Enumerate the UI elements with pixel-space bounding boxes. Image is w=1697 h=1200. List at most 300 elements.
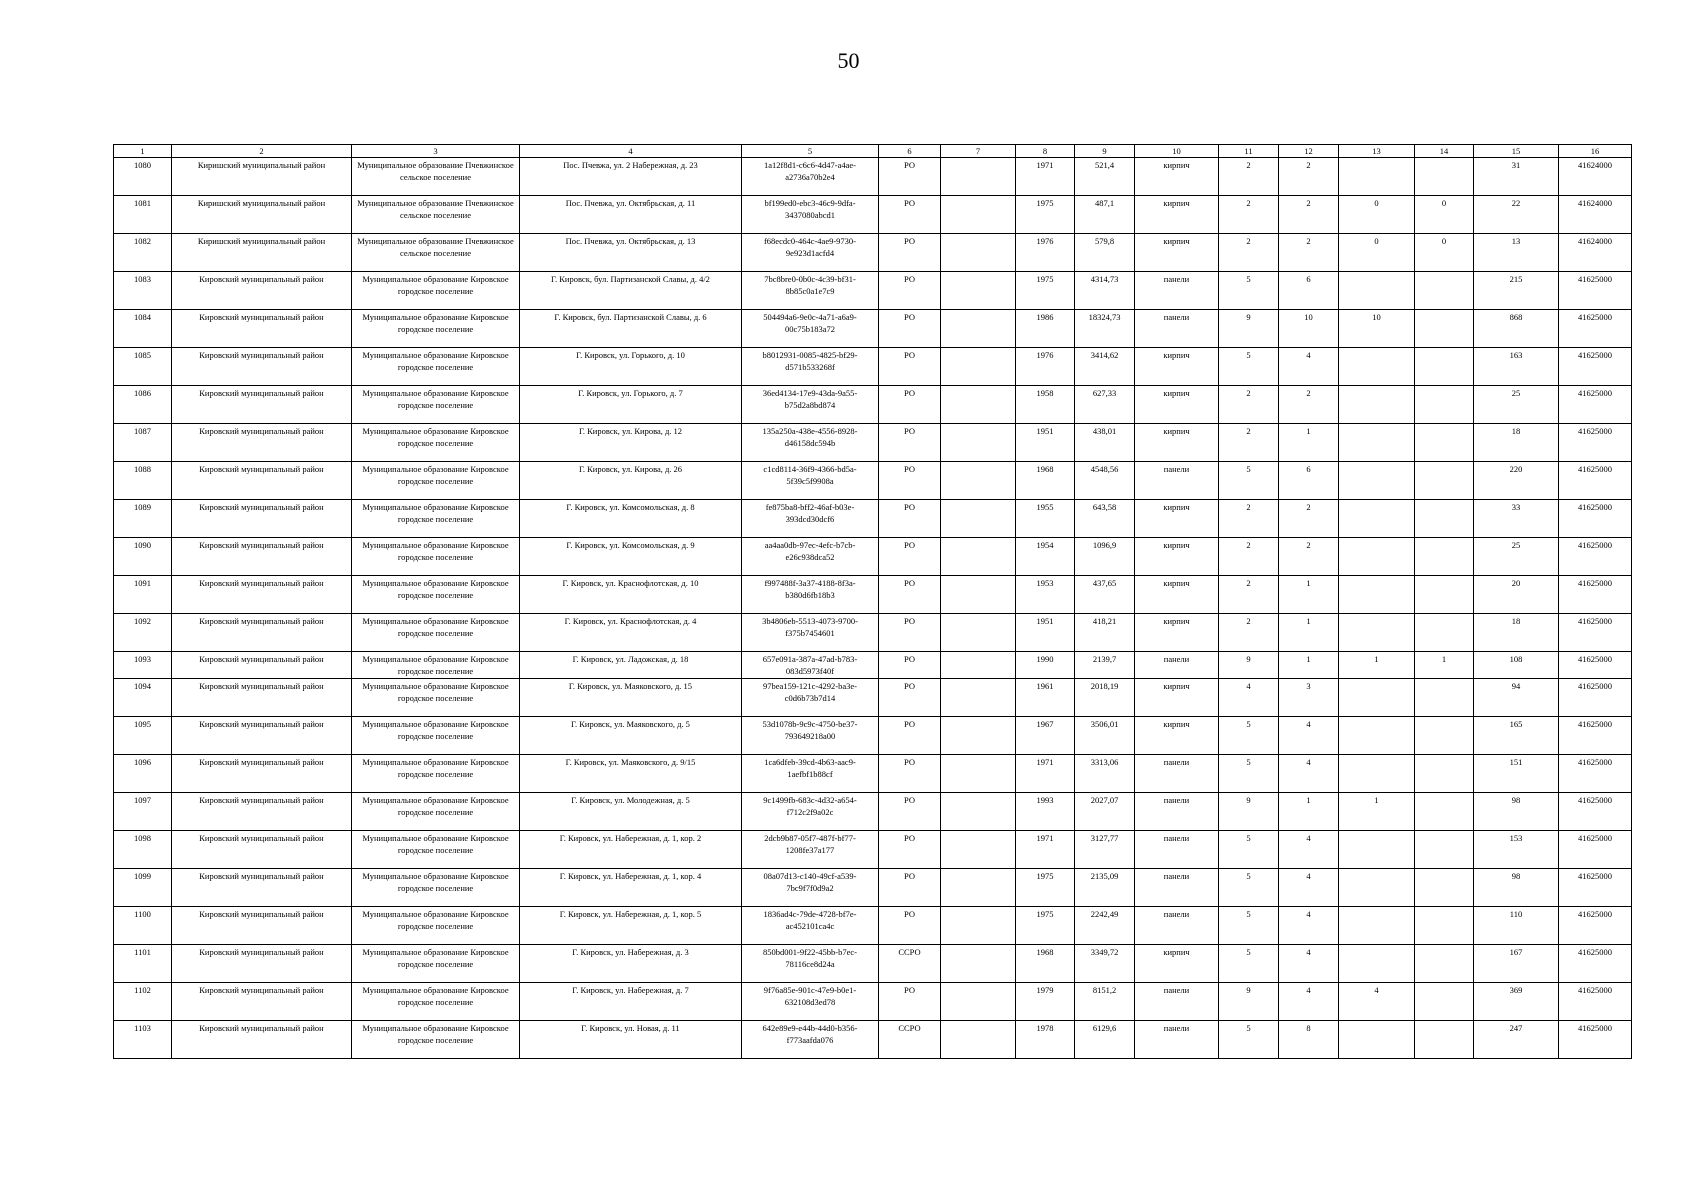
col13-cell xyxy=(1339,907,1415,945)
row-number-cell: 1086 xyxy=(114,386,172,424)
municipality-cell: Муниципальное образование Кировское городское поселение xyxy=(352,983,520,1021)
management-type-cell: РО xyxy=(879,234,941,272)
table-row xyxy=(114,234,1632,272)
row-number-cell: 1085 xyxy=(114,348,172,386)
residents-cell: 369 xyxy=(1474,983,1559,1021)
col7-cell xyxy=(941,538,1016,576)
col13-cell: 0 xyxy=(1339,234,1415,272)
col7-cell xyxy=(941,310,1016,348)
area-cell: 437,65 xyxy=(1075,576,1135,614)
municipality-cell: Муниципальное образование Кировское городское поселение xyxy=(352,831,520,869)
wall-material-cell: кирпич xyxy=(1135,614,1219,652)
floors-cell: 2 xyxy=(1219,196,1279,234)
residents-cell: 13 xyxy=(1474,234,1559,272)
area-cell: 2027,07 xyxy=(1075,793,1135,831)
address-cell: Г. Кировск, ул. Ладожская, д. 18 xyxy=(520,652,742,679)
residents-cell: 33 xyxy=(1474,500,1559,538)
district-cell: Кировский муниципальный район xyxy=(172,755,352,793)
district-cell: Кировский муниципальный район xyxy=(172,272,352,310)
row-number-cell: 1089 xyxy=(114,500,172,538)
row-number-cell: 1084 xyxy=(114,310,172,348)
floors-cell: 5 xyxy=(1219,907,1279,945)
municipality-cell: Муниципальное образование Пчевжинское сельское поселение xyxy=(352,234,520,272)
col7-cell xyxy=(941,614,1016,652)
address-cell: Г. Кировск, ул. Набережная, д. 3 xyxy=(520,945,742,983)
entrances-cell: 4 xyxy=(1279,831,1339,869)
oktmo-cell: 41625000 xyxy=(1559,538,1632,576)
address-cell: Пос. Пчевжа, ул. Октябрьская, д. 13 xyxy=(520,234,742,272)
col14-cell xyxy=(1415,310,1474,348)
col13-cell xyxy=(1339,462,1415,500)
table-row xyxy=(114,424,1632,462)
col13-cell xyxy=(1339,717,1415,755)
district-cell: Киришский муниципальный район xyxy=(172,234,352,272)
col14-cell xyxy=(1415,348,1474,386)
oktmo-cell: 41625000 xyxy=(1559,945,1632,983)
residents-cell: 18 xyxy=(1474,424,1559,462)
col7-cell xyxy=(941,831,1016,869)
housing-registry-table xyxy=(113,144,1632,1059)
guid-cell: 53d1078b-9c9c-4750-be37-793649218a00 xyxy=(742,717,879,755)
entrances-cell: 4 xyxy=(1279,755,1339,793)
residents-cell: 18 xyxy=(1474,614,1559,652)
row-number-cell: 1090 xyxy=(114,538,172,576)
row-number-cell: 1091 xyxy=(114,576,172,614)
guid-cell: 3b4806eb-5513-4073-9700-f375b7454601 xyxy=(742,614,879,652)
wall-material-cell: панели xyxy=(1135,652,1219,679)
row-number-cell: 1080 xyxy=(114,158,172,196)
management-type-cell: РО xyxy=(879,424,941,462)
district-cell: Кировский муниципальный район xyxy=(172,424,352,462)
col13-cell xyxy=(1339,348,1415,386)
oktmo-cell: 41625000 xyxy=(1559,907,1632,945)
district-cell: Кировский муниципальный район xyxy=(172,386,352,424)
build-year-cell: 1968 xyxy=(1016,945,1075,983)
table-row xyxy=(114,500,1632,538)
area-cell: 2018,19 xyxy=(1075,679,1135,717)
district-cell: Кировский муниципальный район xyxy=(172,652,352,679)
entrances-cell: 1 xyxy=(1279,614,1339,652)
district-cell: Кировский муниципальный район xyxy=(172,983,352,1021)
col7-cell xyxy=(941,500,1016,538)
table-row xyxy=(114,310,1632,348)
oktmo-cell: 41625000 xyxy=(1559,424,1632,462)
residents-cell: 98 xyxy=(1474,793,1559,831)
oktmo-cell: 41625000 xyxy=(1559,717,1632,755)
table-row xyxy=(114,831,1632,869)
management-type-cell: РО xyxy=(879,386,941,424)
col7-cell xyxy=(941,907,1016,945)
entrances-cell: 1 xyxy=(1279,576,1339,614)
area-cell: 3313,06 xyxy=(1075,755,1135,793)
oktmo-cell: 41625000 xyxy=(1559,652,1632,679)
row-number-cell: 1103 xyxy=(114,1021,172,1059)
wall-material-cell: кирпич xyxy=(1135,424,1219,462)
area-cell: 3127,77 xyxy=(1075,831,1135,869)
management-type-cell: РО xyxy=(879,576,941,614)
guid-cell: 850bd001-9f22-45bb-b7ec-78116ce8d24a xyxy=(742,945,879,983)
guid-cell: fe875ba8-bff2-46af-b03e-393dcd30dcf6 xyxy=(742,500,879,538)
residents-cell: 163 xyxy=(1474,348,1559,386)
wall-material-cell: кирпич xyxy=(1135,576,1219,614)
area-cell: 418,21 xyxy=(1075,614,1135,652)
residents-cell: 22 xyxy=(1474,196,1559,234)
table-row xyxy=(114,945,1632,983)
district-cell: Кировский муниципальный район xyxy=(172,310,352,348)
floors-cell: 5 xyxy=(1219,945,1279,983)
floors-cell: 5 xyxy=(1219,755,1279,793)
floors-cell: 2 xyxy=(1219,500,1279,538)
residents-cell: 151 xyxy=(1474,755,1559,793)
column-header: 13 xyxy=(1339,145,1415,158)
residents-cell: 868 xyxy=(1474,310,1559,348)
address-cell: Г. Кировск, ул. Краснофлотская, д. 10 xyxy=(520,576,742,614)
col7-cell xyxy=(941,945,1016,983)
entrances-cell: 2 xyxy=(1279,158,1339,196)
residents-cell: 108 xyxy=(1474,652,1559,679)
col13-cell xyxy=(1339,945,1415,983)
col7-cell xyxy=(941,983,1016,1021)
build-year-cell: 1958 xyxy=(1016,386,1075,424)
residents-cell: 153 xyxy=(1474,831,1559,869)
area-cell: 627,33 xyxy=(1075,386,1135,424)
municipality-cell: Муниципальное образование Пчевжинское сельское поселение xyxy=(352,196,520,234)
col13-cell xyxy=(1339,500,1415,538)
col14-cell xyxy=(1415,538,1474,576)
district-cell: Кировский муниципальный район xyxy=(172,679,352,717)
col7-cell xyxy=(941,717,1016,755)
col13-cell: 1 xyxy=(1339,652,1415,679)
wall-material-cell: кирпич xyxy=(1135,234,1219,272)
municipality-cell: Муниципальное образование Кировское городское поселение xyxy=(352,538,520,576)
table-row xyxy=(114,652,1632,679)
col14-cell xyxy=(1415,755,1474,793)
residents-cell: 247 xyxy=(1474,1021,1559,1059)
row-number-cell: 1083 xyxy=(114,272,172,310)
district-cell: Киришский муниципальный район xyxy=(172,158,352,196)
row-number-cell: 1082 xyxy=(114,234,172,272)
column-header: 3 xyxy=(352,145,520,158)
entrances-cell: 10 xyxy=(1279,310,1339,348)
area-cell: 521,4 xyxy=(1075,158,1135,196)
col14-cell xyxy=(1415,386,1474,424)
area-cell: 2135,09 xyxy=(1075,869,1135,907)
col14-cell xyxy=(1415,907,1474,945)
residents-cell: 94 xyxy=(1474,679,1559,717)
municipality-cell: Муниципальное образование Пчевжинское сельское поселение xyxy=(352,158,520,196)
entrances-cell: 4 xyxy=(1279,869,1339,907)
floors-cell: 5 xyxy=(1219,717,1279,755)
area-cell: 4548,56 xyxy=(1075,462,1135,500)
area-cell: 2139,7 xyxy=(1075,652,1135,679)
guid-cell: 9f76a85e-901c-47e9-b0e1-632108d3ed78 xyxy=(742,983,879,1021)
table-row xyxy=(114,386,1632,424)
col13-cell xyxy=(1339,386,1415,424)
municipality-cell: Муниципальное образование Кировское городское поселение xyxy=(352,310,520,348)
column-header: 4 xyxy=(520,145,742,158)
col7-cell xyxy=(941,234,1016,272)
build-year-cell: 1951 xyxy=(1016,424,1075,462)
table-body xyxy=(114,158,1632,1059)
column-header: 5 xyxy=(742,145,879,158)
build-year-cell: 1971 xyxy=(1016,755,1075,793)
wall-material-cell: панели xyxy=(1135,272,1219,310)
area-cell: 8151,2 xyxy=(1075,983,1135,1021)
column-header: 9 xyxy=(1075,145,1135,158)
wall-material-cell: панели xyxy=(1135,983,1219,1021)
district-cell: Кировский муниципальный район xyxy=(172,538,352,576)
district-cell: Киришский муниципальный район xyxy=(172,196,352,234)
oktmo-cell: 41625000 xyxy=(1559,272,1632,310)
municipality-cell: Муниципальное образование Кировское городское поселение xyxy=(352,614,520,652)
col14-cell xyxy=(1415,983,1474,1021)
oktmo-cell: 41625000 xyxy=(1559,614,1632,652)
build-year-cell: 1953 xyxy=(1016,576,1075,614)
address-cell: Г. Кировск, ул. Комсомольская, д. 9 xyxy=(520,538,742,576)
col7-cell xyxy=(941,424,1016,462)
wall-material-cell: кирпич xyxy=(1135,196,1219,234)
municipality-cell: Муниципальное образование Кировское городское поселение xyxy=(352,755,520,793)
oktmo-cell: 41625000 xyxy=(1559,310,1632,348)
management-type-cell: РО xyxy=(879,538,941,576)
row-number-cell: 1095 xyxy=(114,717,172,755)
build-year-cell: 1968 xyxy=(1016,462,1075,500)
col13-cell: 10 xyxy=(1339,310,1415,348)
guid-cell: c1cd8114-36f9-4366-bd5a-5f39c5f9908a xyxy=(742,462,879,500)
col13-cell xyxy=(1339,831,1415,869)
table-row xyxy=(114,158,1632,196)
col7-cell xyxy=(941,386,1016,424)
col13-cell: 4 xyxy=(1339,983,1415,1021)
table-row xyxy=(114,538,1632,576)
guid-cell: 1a12f8d1-c6c6-4d47-a4ae-a2736a70b2e4 xyxy=(742,158,879,196)
build-year-cell: 1975 xyxy=(1016,907,1075,945)
area-cell: 1096,9 xyxy=(1075,538,1135,576)
table-row xyxy=(114,679,1632,717)
management-type-cell: ССРО xyxy=(879,945,941,983)
col14-cell: 1 xyxy=(1415,652,1474,679)
col14-cell xyxy=(1415,831,1474,869)
wall-material-cell: кирпич xyxy=(1135,386,1219,424)
guid-cell: f68ecdc0-464c-4ae9-9730-9e923d1acfd4 xyxy=(742,234,879,272)
address-cell: Г. Кировск, ул. Маяковского, д. 9/15 xyxy=(520,755,742,793)
floors-cell: 5 xyxy=(1219,1021,1279,1059)
district-cell: Кировский муниципальный район xyxy=(172,793,352,831)
row-number-cell: 1102 xyxy=(114,983,172,1021)
municipality-cell: Муниципальное образование Кировское городское поселение xyxy=(352,679,520,717)
address-cell: Г. Кировск, ул. Краснофлотская, д. 4 xyxy=(520,614,742,652)
col13-cell xyxy=(1339,1021,1415,1059)
floors-cell: 5 xyxy=(1219,272,1279,310)
address-cell: Г. Кировск, бул. Партизанской Славы, д. 4/2 xyxy=(520,272,742,310)
guid-cell: 642e89e9-e44b-44d0-b356-f773aafda076 xyxy=(742,1021,879,1059)
table-row xyxy=(114,793,1632,831)
municipality-cell: Муниципальное образование Кировское городское поселение xyxy=(352,1021,520,1059)
entrances-cell: 2 xyxy=(1279,538,1339,576)
floors-cell: 2 xyxy=(1219,576,1279,614)
guid-cell: 7bc8bre0-0b0c-4c39-bf31-8b85c0a1e7c9 xyxy=(742,272,879,310)
table-row xyxy=(114,717,1632,755)
column-header: 14 xyxy=(1415,145,1474,158)
municipality-cell: Муниципальное образование Кировское городское поселение xyxy=(352,652,520,679)
district-cell: Кировский муниципальный район xyxy=(172,831,352,869)
address-cell: Г. Кировск, ул. Кирова, д. 26 xyxy=(520,462,742,500)
address-cell: Г. Кировск, бул. Партизанской Славы, д. 6 xyxy=(520,310,742,348)
entrances-cell: 2 xyxy=(1279,386,1339,424)
col7-cell xyxy=(941,793,1016,831)
build-year-cell: 1967 xyxy=(1016,717,1075,755)
entrances-cell: 1 xyxy=(1279,793,1339,831)
area-cell: 3349,72 xyxy=(1075,945,1135,983)
municipality-cell: Муниципальное образование Кировское городское поселение xyxy=(352,576,520,614)
floors-cell: 2 xyxy=(1219,614,1279,652)
management-type-cell: РО xyxy=(879,614,941,652)
floors-cell: 2 xyxy=(1219,424,1279,462)
wall-material-cell: панели xyxy=(1135,907,1219,945)
floors-cell: 5 xyxy=(1219,869,1279,907)
row-number-cell: 1096 xyxy=(114,755,172,793)
floors-cell: 5 xyxy=(1219,831,1279,869)
col7-cell xyxy=(941,755,1016,793)
wall-material-cell: панели xyxy=(1135,755,1219,793)
management-type-cell: РО xyxy=(879,869,941,907)
management-type-cell: РО xyxy=(879,679,941,717)
col14-cell xyxy=(1415,945,1474,983)
build-year-cell: 1975 xyxy=(1016,196,1075,234)
entrances-cell: 1 xyxy=(1279,424,1339,462)
build-year-cell: 1990 xyxy=(1016,652,1075,679)
build-year-cell: 1975 xyxy=(1016,272,1075,310)
address-cell: Пос. Пчевжа, ул. Октябрьская, д. 11 xyxy=(520,196,742,234)
municipality-cell: Муниципальное образование Кировское городское поселение xyxy=(352,945,520,983)
wall-material-cell: панели xyxy=(1135,793,1219,831)
col7-cell xyxy=(941,652,1016,679)
management-type-cell: РО xyxy=(879,793,941,831)
build-year-cell: 1979 xyxy=(1016,983,1075,1021)
management-type-cell: РО xyxy=(879,907,941,945)
column-header: 2 xyxy=(172,145,352,158)
management-type-cell: РО xyxy=(879,652,941,679)
oktmo-cell: 41625000 xyxy=(1559,386,1632,424)
entrances-cell: 8 xyxy=(1279,1021,1339,1059)
build-year-cell: 1978 xyxy=(1016,1021,1075,1059)
guid-cell: 657e091a-387a-47ad-b783-083d5973f40f xyxy=(742,652,879,679)
floors-cell: 2 xyxy=(1219,234,1279,272)
residents-cell: 31 xyxy=(1474,158,1559,196)
guid-cell: f997488f-3a37-4188-8f3a-b380d6fb18b3 xyxy=(742,576,879,614)
entrances-cell: 6 xyxy=(1279,272,1339,310)
col7-cell xyxy=(941,576,1016,614)
col13-cell xyxy=(1339,755,1415,793)
district-cell: Кировский муниципальный район xyxy=(172,614,352,652)
column-header: 15 xyxy=(1474,145,1559,158)
table-row xyxy=(114,614,1632,652)
col7-cell xyxy=(941,196,1016,234)
table-row xyxy=(114,348,1632,386)
residents-cell: 167 xyxy=(1474,945,1559,983)
area-cell: 4314,73 xyxy=(1075,272,1135,310)
floors-cell: 5 xyxy=(1219,462,1279,500)
municipality-cell: Муниципальное образование Кировское городское поселение xyxy=(352,869,520,907)
oktmo-cell: 41625000 xyxy=(1559,983,1632,1021)
residents-cell: 25 xyxy=(1474,386,1559,424)
row-number-cell: 1092 xyxy=(114,614,172,652)
col14-cell xyxy=(1415,793,1474,831)
district-cell: Кировский муниципальный район xyxy=(172,348,352,386)
residents-cell: 220 xyxy=(1474,462,1559,500)
entrances-cell: 1 xyxy=(1279,652,1339,679)
management-type-cell: РО xyxy=(879,500,941,538)
column-header: 12 xyxy=(1279,145,1339,158)
row-number-cell: 1088 xyxy=(114,462,172,500)
entrances-cell: 2 xyxy=(1279,500,1339,538)
guid-cell: b8012931-0085-4825-bf29-d571b533268f xyxy=(742,348,879,386)
management-type-cell: РО xyxy=(879,158,941,196)
municipality-cell: Муниципальное образование Кировское городское поселение xyxy=(352,424,520,462)
management-type-cell: РО xyxy=(879,983,941,1021)
entrances-cell: 3 xyxy=(1279,679,1339,717)
municipality-cell: Муниципальное образование Кировское городское поселение xyxy=(352,462,520,500)
col13-cell xyxy=(1339,272,1415,310)
residents-cell: 215 xyxy=(1474,272,1559,310)
wall-material-cell: панели xyxy=(1135,869,1219,907)
address-cell: Г. Кировск, ул. Горького, д. 10 xyxy=(520,348,742,386)
table-row xyxy=(114,907,1632,945)
table-row xyxy=(114,272,1632,310)
management-type-cell: РО xyxy=(879,196,941,234)
area-cell: 6129,6 xyxy=(1075,1021,1135,1059)
build-year-cell: 1955 xyxy=(1016,500,1075,538)
floors-cell: 9 xyxy=(1219,310,1279,348)
col14-cell xyxy=(1415,679,1474,717)
col7-cell xyxy=(941,158,1016,196)
column-header: 7 xyxy=(941,145,1016,158)
col7-cell xyxy=(941,348,1016,386)
municipality-cell: Муниципальное образование Кировское городское поселение xyxy=(352,348,520,386)
management-type-cell: РО xyxy=(879,310,941,348)
oktmo-cell: 41625000 xyxy=(1559,793,1632,831)
col7-cell xyxy=(941,869,1016,907)
address-cell: Г. Кировск, ул. Маяковского, д. 5 xyxy=(520,717,742,755)
col14-cell xyxy=(1415,424,1474,462)
district-cell: Кировский муниципальный район xyxy=(172,462,352,500)
management-type-cell: РО xyxy=(879,348,941,386)
table-row xyxy=(114,983,1632,1021)
entrances-cell: 6 xyxy=(1279,462,1339,500)
wall-material-cell: панели xyxy=(1135,1021,1219,1059)
address-cell: Пос. Пчевжа, ул. 2 Набережная, д. 23 xyxy=(520,158,742,196)
column-number-row xyxy=(114,145,1632,158)
district-cell: Кировский муниципальный район xyxy=(172,500,352,538)
wall-material-cell: кирпич xyxy=(1135,538,1219,576)
row-number-cell: 1099 xyxy=(114,869,172,907)
guid-cell: 36ed4134-17e9-43da-9a55-b75d2a8bd874 xyxy=(742,386,879,424)
area-cell: 2242,49 xyxy=(1075,907,1135,945)
wall-material-cell: панели xyxy=(1135,462,1219,500)
col13-cell xyxy=(1339,538,1415,576)
guid-cell: 08a07d13-c140-49cf-a539-7bc9f7f0d9a2 xyxy=(742,869,879,907)
district-cell: Кировский муниципальный район xyxy=(172,576,352,614)
guid-cell: 504494a6-9e0c-4a71-a6a9-00c75b183a72 xyxy=(742,310,879,348)
build-year-cell: 1954 xyxy=(1016,538,1075,576)
entrances-cell: 4 xyxy=(1279,945,1339,983)
page-number: 50 xyxy=(837,48,860,73)
guid-cell: 1ca6dfeb-39cd-4b63-aac9-1aefbf1b88cf xyxy=(742,755,879,793)
table-row xyxy=(114,869,1632,907)
col14-cell xyxy=(1415,869,1474,907)
col14-cell xyxy=(1415,272,1474,310)
table-row xyxy=(114,1021,1632,1059)
